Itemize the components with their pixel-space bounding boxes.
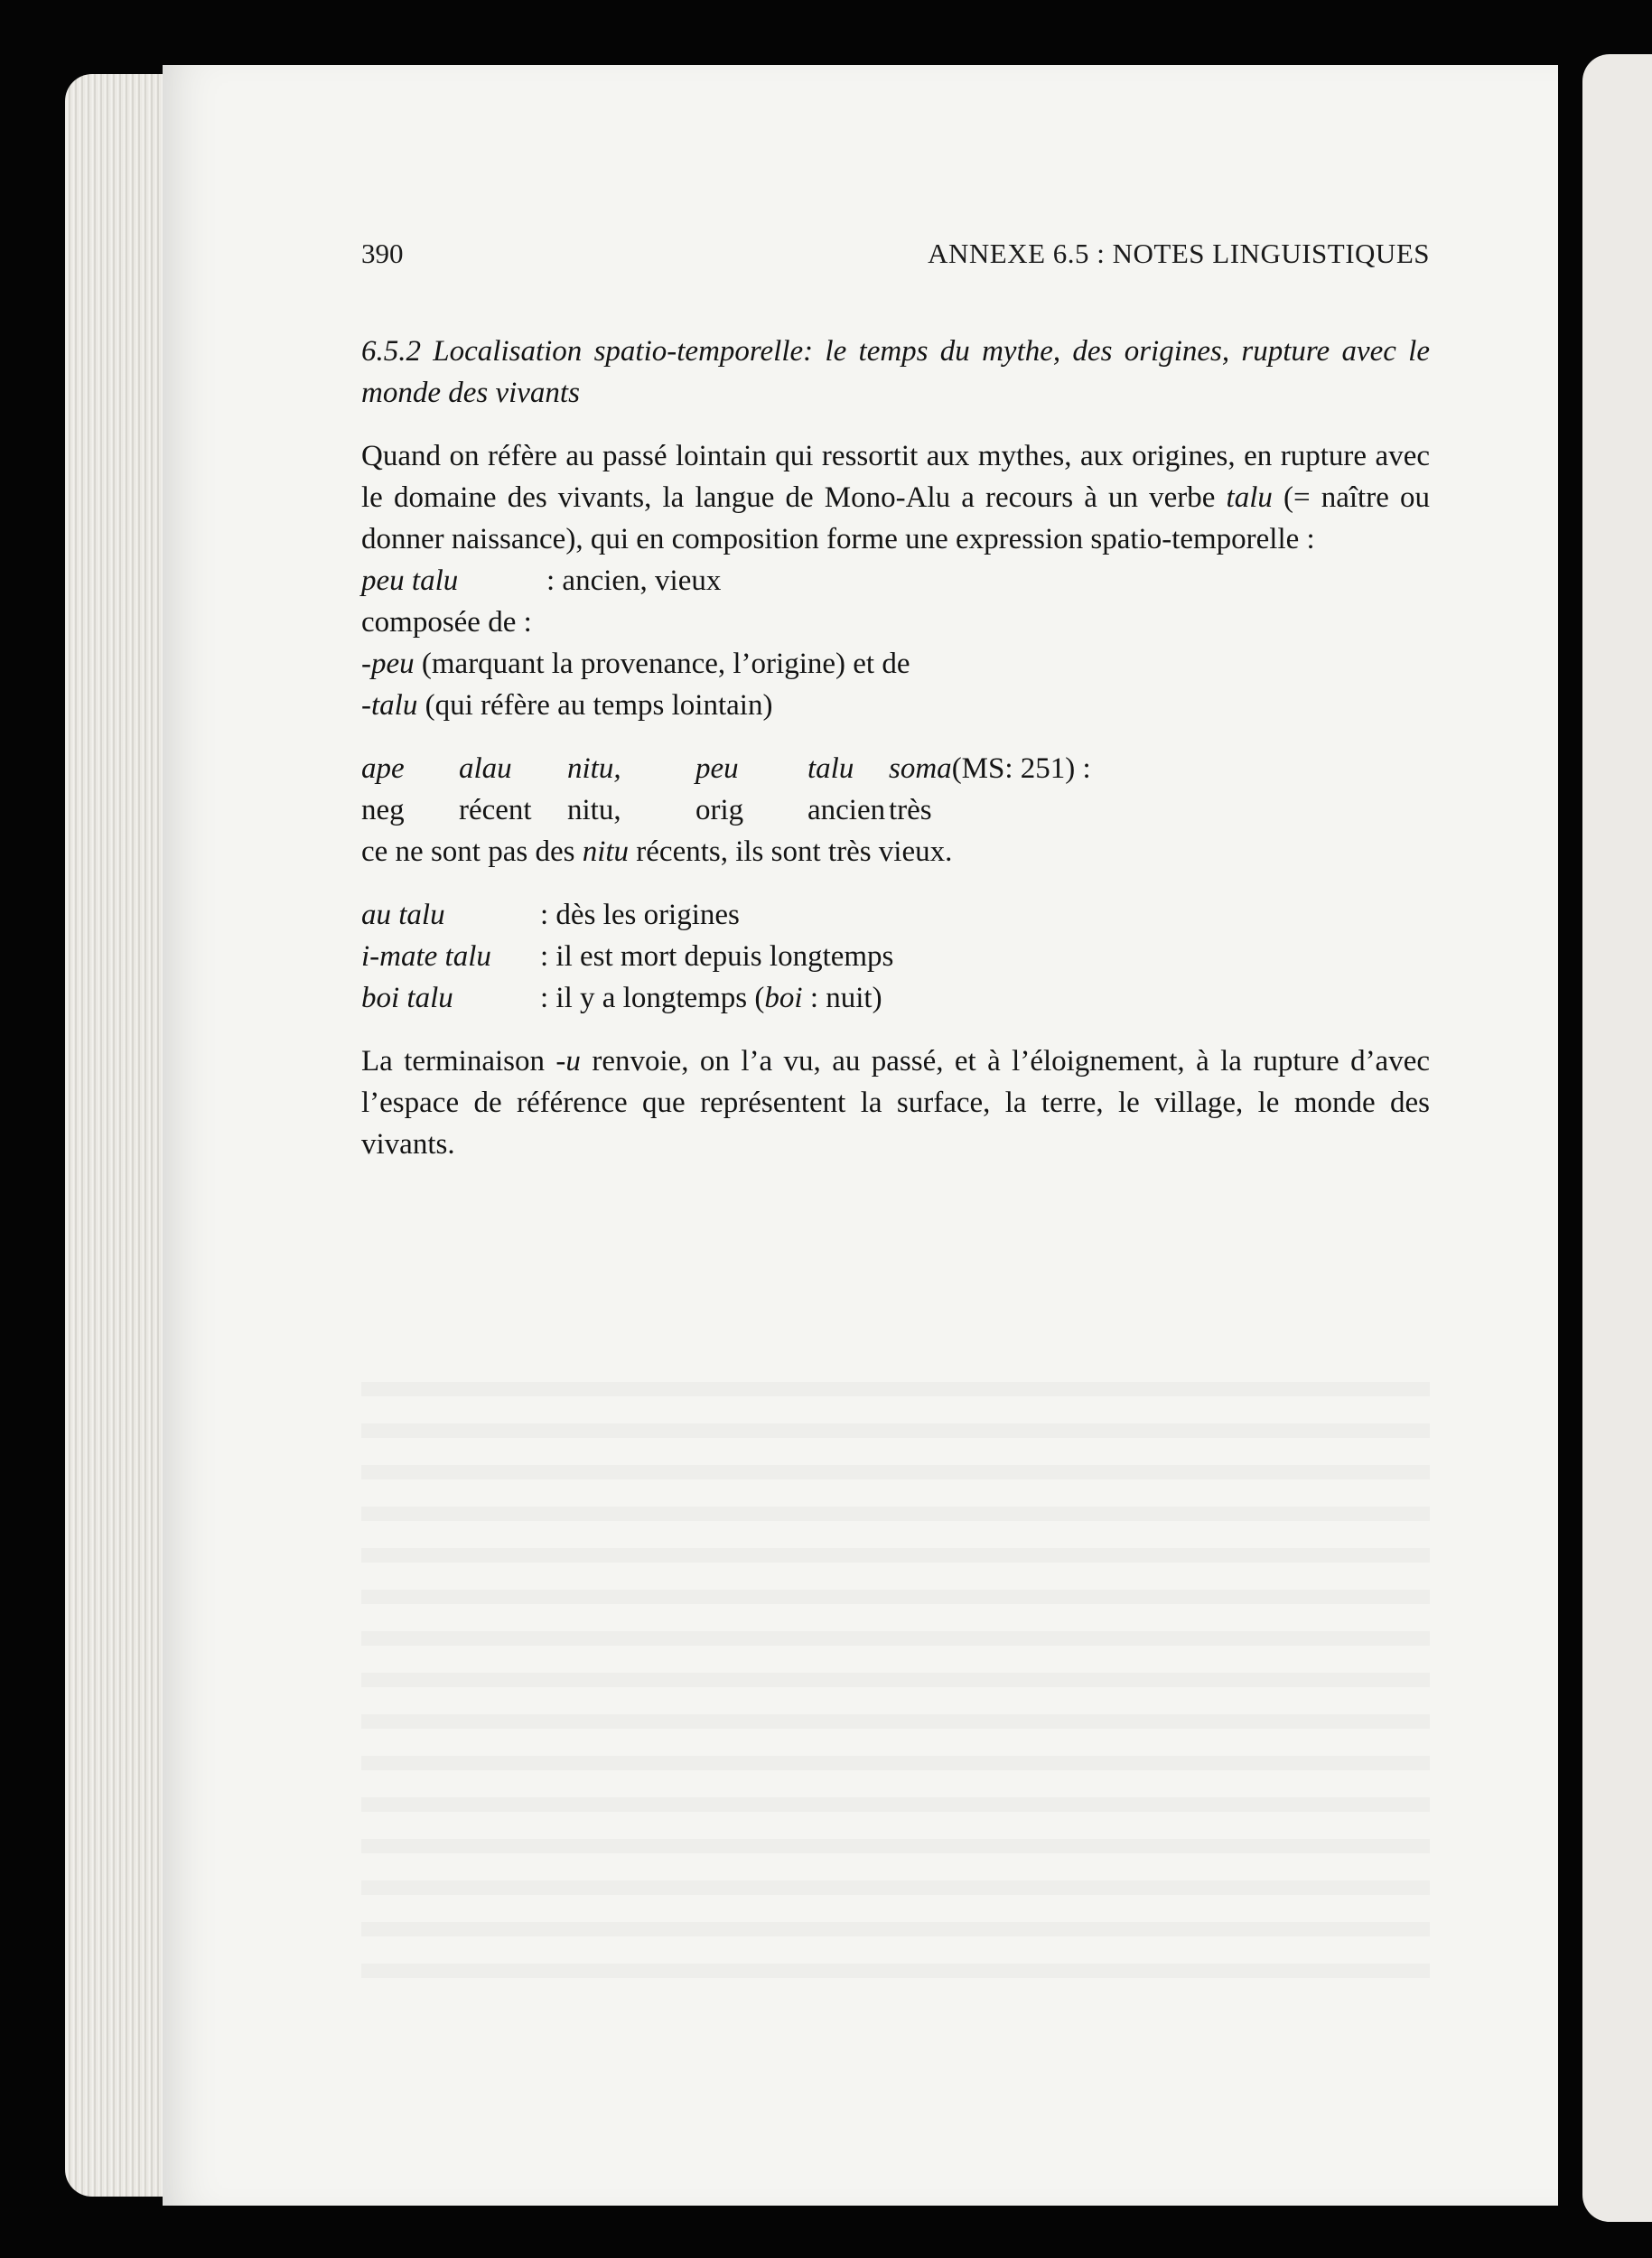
example-word: nitu, xyxy=(567,752,621,785)
conclusion-text-2: renvoie, on l’a vu, au passé, et à l’éloignement, à la rupture d’avec l’espace de référence que représentent la surface, la terre, le village, le monde des vivants. xyxy=(361,1045,1430,1161)
expression-row xyxy=(361,894,1430,936)
composition-label: composée de : xyxy=(361,606,532,639)
example-word: peu xyxy=(695,752,739,785)
gloss-line xyxy=(361,789,1430,831)
conclusion-term: -u xyxy=(555,1045,581,1078)
component-line xyxy=(361,643,1430,685)
expression-gloss: : il est mort depuis longtemps xyxy=(540,940,894,973)
intro-paragraph xyxy=(361,435,1430,560)
gloss-word: nitu, xyxy=(567,794,621,826)
component-line xyxy=(361,685,1430,726)
expression-term: boi talu xyxy=(361,982,453,1014)
translation-term: nitu xyxy=(582,835,630,868)
example-source: (MS: 251) : xyxy=(951,752,1091,785)
expression-gloss xyxy=(540,977,882,1019)
conclusion-text-1: La terminaison xyxy=(361,1045,556,1078)
expression-gloss-text: : il y a longtemps ( xyxy=(540,982,765,1014)
component-text: (marquant la provenance, l’origine) et de xyxy=(414,648,910,680)
expression-row xyxy=(361,977,1430,1019)
definition-gloss: : ancien, vieux xyxy=(546,564,722,597)
expression-gloss: : dès les origines xyxy=(540,899,740,931)
running-head xyxy=(361,238,1430,277)
example-word: talu xyxy=(807,752,854,785)
gloss-word: ancien xyxy=(807,794,886,826)
gloss-word: orig xyxy=(695,794,744,826)
expression-row xyxy=(361,936,1430,977)
translation-text-1: ce ne sont pas des xyxy=(361,835,583,868)
example-word: ape xyxy=(361,752,405,785)
example-translation xyxy=(361,831,1430,872)
expression-gloss-term: boi xyxy=(764,982,803,1014)
gloss-word: neg xyxy=(361,794,405,826)
definition-term: peu talu xyxy=(361,564,459,597)
intro-text-2: (= naître ou donner naissance), qui en composition forme une expression spatio-temporelle : xyxy=(361,481,1430,555)
conclusion-paragraph xyxy=(361,1040,1430,1165)
component-morpheme: -peu xyxy=(361,648,415,680)
expression-gloss-text: : nuit) xyxy=(802,982,882,1014)
translation-text-2: récents, ils sont très vieux. xyxy=(629,835,953,868)
component-text: (qui réfère au temps lointain) xyxy=(417,689,773,722)
page-number: 390 xyxy=(361,238,404,269)
definition-row xyxy=(361,560,1430,602)
gloss-word: très xyxy=(889,794,932,826)
page-content xyxy=(361,331,1430,1165)
component-morpheme: -talu xyxy=(361,689,418,722)
expression-term: i-mate talu xyxy=(361,940,491,973)
example-line xyxy=(361,748,1430,789)
gloss-word: récent xyxy=(459,794,532,826)
example-word: soma xyxy=(889,752,952,785)
expression-term: au talu xyxy=(361,899,445,931)
facing-page-edge xyxy=(1582,54,1652,2222)
section-heading: 6.5.2 Localisation spatio-temporelle: le temps du mythe, des origines, rupture avec le monde des vivants xyxy=(361,335,1430,409)
example-word: alau xyxy=(459,752,512,785)
intro-text-1: Quand on réfère au passé lointain qui ressortit aux mythes, aux origines, en rupture avec le domaine des vivants, la langue de Mono-Alu a recours à un verbe xyxy=(361,440,1430,514)
intro-term: talu xyxy=(1226,481,1273,514)
running-title: ANNEXE 6.5 : NOTES LINGUISTIQUES xyxy=(928,238,1430,269)
show-through-text xyxy=(361,1355,1430,1987)
